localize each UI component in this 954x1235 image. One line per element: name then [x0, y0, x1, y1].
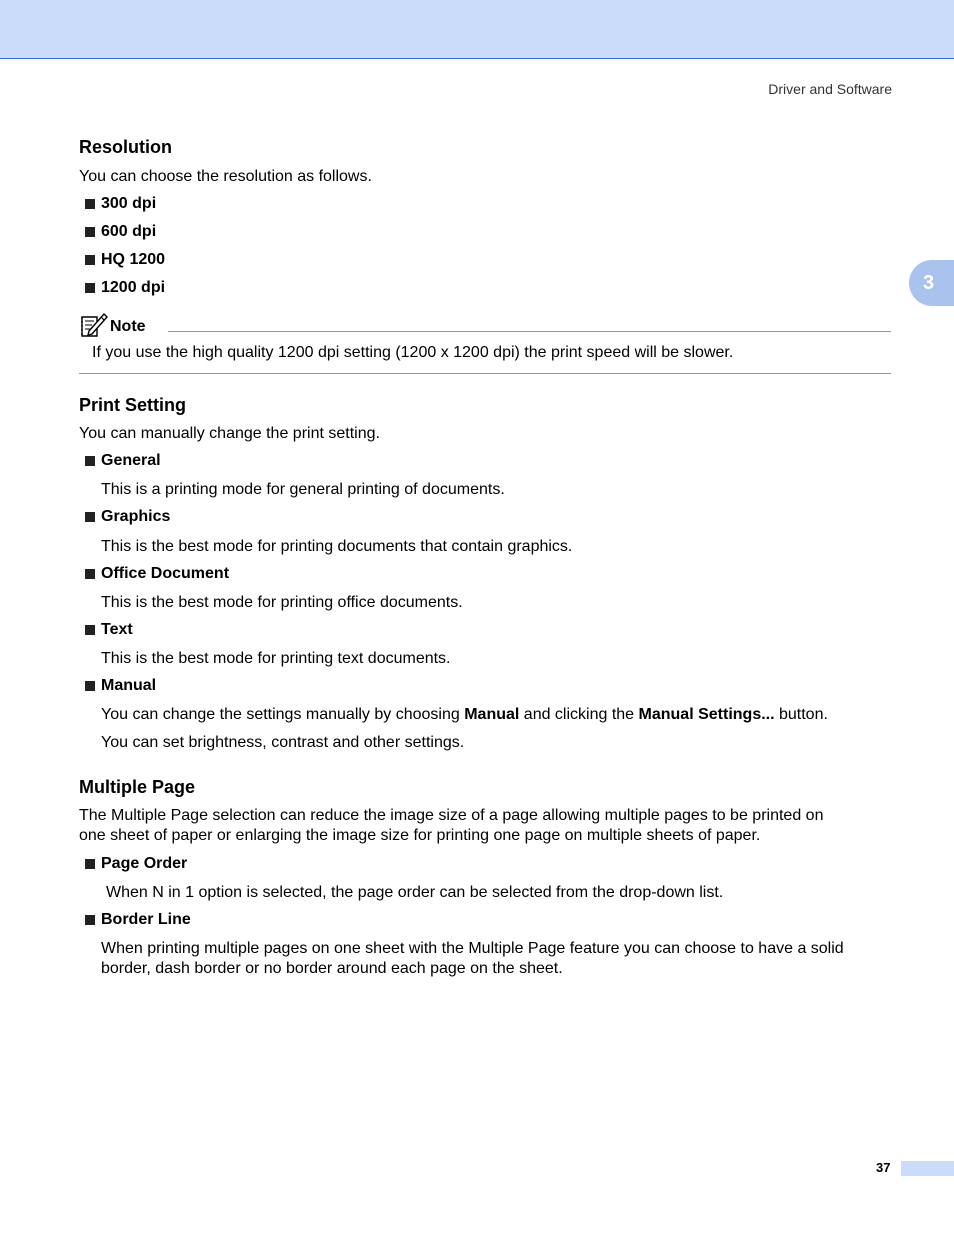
- list-item: [85, 855, 187, 873]
- manual-desc-text: and clicking the: [519, 706, 639, 723]
- multiple-page-option-description: border, dash border or no border around each page on the sheet.: [101, 960, 563, 977]
- resolution-option: 300 dpi: [101, 195, 157, 212]
- note-label: Note: [110, 318, 146, 335]
- bullet-square-icon: [85, 227, 95, 237]
- print-mode-label: Text: [101, 621, 133, 638]
- list-item: [85, 621, 133, 639]
- resolution-intro: You can choose the resolution as follows.: [79, 168, 372, 185]
- list-item: [85, 911, 191, 929]
- print-mode-label: Office Document: [101, 565, 230, 582]
- bullet-square-icon: [85, 915, 95, 925]
- manual-desc-text: You can change the settings manually by choosing: [101, 706, 465, 723]
- print-mode-label: General: [101, 452, 161, 469]
- resolution-option: 1200 dpi: [101, 279, 166, 296]
- multiple-page-option-label: Border Line: [101, 911, 191, 928]
- page-number: 37: [876, 1160, 891, 1175]
- bullet-square-icon: [85, 199, 95, 209]
- list-item: [85, 508, 170, 526]
- list-item: [85, 195, 156, 213]
- bullet-square-icon: [85, 512, 95, 522]
- bullet-square-icon: [85, 456, 95, 466]
- list-item: [85, 223, 156, 241]
- bullet-square-icon: [85, 625, 95, 635]
- bullet-square-icon: [85, 569, 95, 579]
- manual-desc-text: button.: [774, 706, 828, 723]
- bullet-square-icon: [85, 859, 95, 869]
- multiple-page-option-label: Page Order: [101, 855, 188, 872]
- section-title-print-setting: Print Setting: [79, 395, 186, 415]
- print-setting-intro: You can manually change the print setting.: [79, 425, 380, 442]
- multiple-page-intro-line1: The Multiple Page selection can reduce the image size of a page allowing multiple pages to be printed on: [79, 807, 824, 824]
- bullet-square-icon: [85, 681, 95, 691]
- resolution-option: 600 dpi: [101, 223, 157, 240]
- note-pencil-icon: [79, 311, 109, 339]
- multiple-page-option-description: When N in 1 option is selected, the page order can be selected from the drop-down list.: [106, 884, 724, 901]
- note-divider-top: [168, 331, 891, 332]
- list-item: [85, 279, 165, 297]
- multiple-page-intro-line2: one sheet of paper or enlarging the image size for printing one page on multiple sheets of paper.: [79, 827, 761, 844]
- list-item: [85, 452, 161, 470]
- footer-band: [901, 1161, 954, 1176]
- section-title-resolution: Resolution: [79, 137, 172, 157]
- list-item: [85, 677, 156, 695]
- list-item: [85, 565, 229, 583]
- note-text: If you use the high quality 1200 dpi setting (1200 x 1200 dpi) the print speed will be slower.: [92, 344, 734, 361]
- chapter-tab: [909, 260, 954, 306]
- top-header-band: [0, 0, 954, 59]
- print-mode-description: This is the best mode for printing office documents.: [101, 594, 463, 611]
- print-mode-description: This is the best mode for printing text documents.: [101, 650, 451, 667]
- manual-settings-bold: Manual Settings...: [638, 706, 775, 723]
- manual-mode-description: [101, 705, 828, 725]
- print-mode-description: This is a printing mode for general printing of documents.: [101, 481, 505, 498]
- list-item: [85, 251, 165, 269]
- print-mode-label: Graphics: [101, 508, 171, 525]
- section-title-multiple-page: Multiple Page: [79, 777, 196, 797]
- multiple-page-option-description: When printing multiple pages on one sheet with the Multiple Page feature you can choose to have a solid: [101, 940, 844, 957]
- print-mode-label: Manual: [101, 677, 157, 694]
- note-divider-bottom: [79, 373, 891, 374]
- bullet-square-icon: [85, 283, 95, 293]
- manual-desc-bold: Manual: [464, 706, 520, 723]
- chapter-number: 3: [923, 271, 935, 294]
- running-header-title: Driver and Software: [768, 81, 892, 97]
- bullet-square-icon: [85, 255, 95, 265]
- manual-mode-description-line2: You can set brightness, contrast and other settings.: [101, 734, 465, 751]
- resolution-option: HQ 1200: [101, 251, 166, 268]
- print-mode-description: This is the best mode for printing documents that contain graphics.: [101, 538, 573, 555]
